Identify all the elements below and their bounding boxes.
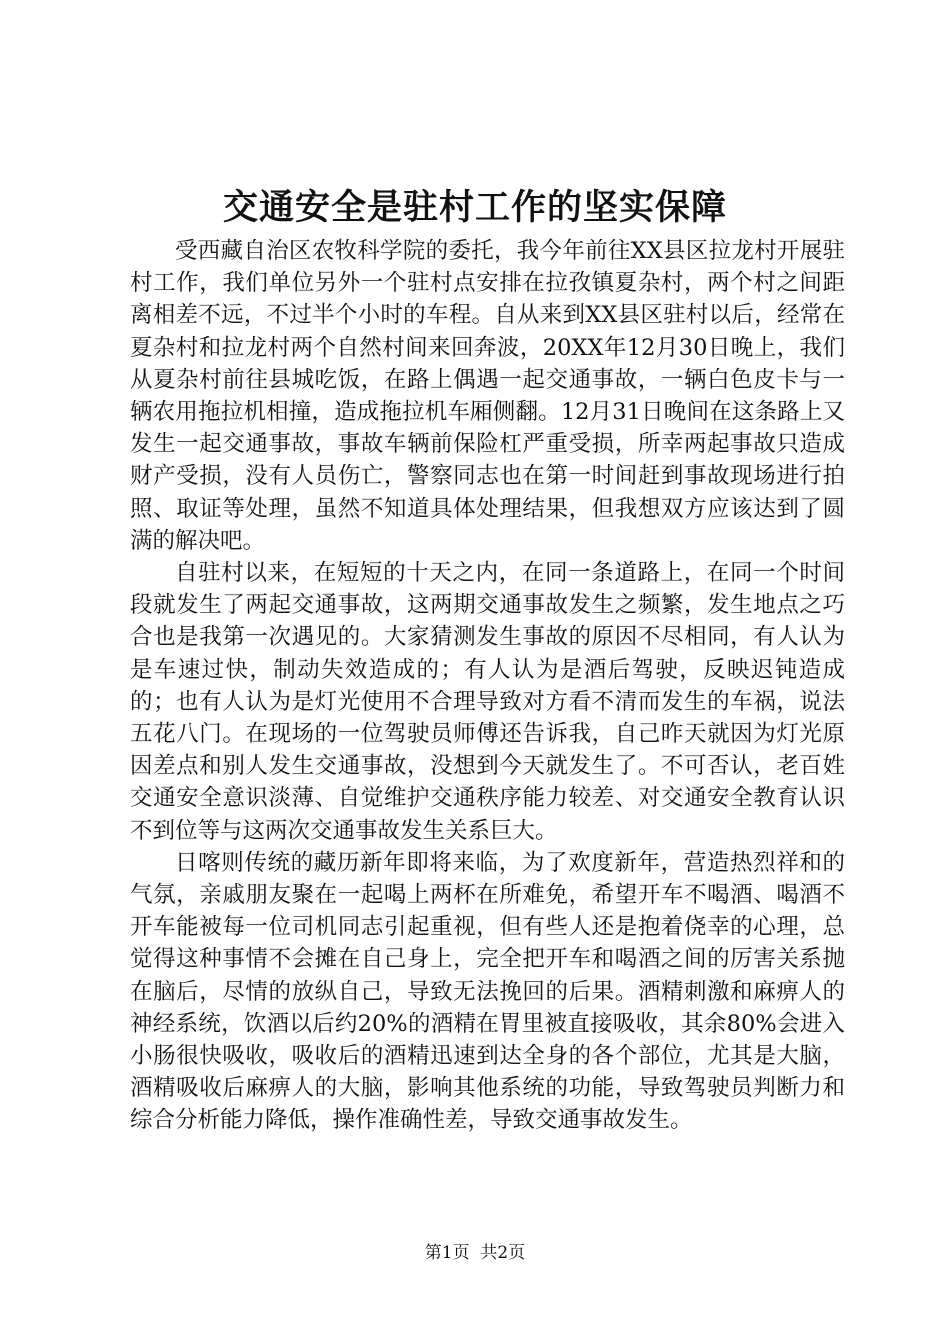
document-title: 交通安全是驻村工作的坚实保障: [222, 187, 727, 228]
document-body: [130, 235, 845, 1137]
paragraph-1: 受西藏自治区农牧科学院的委托，我今年前往XX县区拉龙村开展驻村工作，我们单位另外一个驻村点安排在拉孜镇夏杂村，两个村之间距离相差不远，不过半个小时的车程。自从来到XX县区驻村以后，经常在夏杂村和拉龙村两个自然村间来回奔波，20XX年12月30日晚上，我们从夏杂村前往县城吃饭，在路上偶遇一起交通事故，一辆白色皮卡与一辆农用拖拉机相撞，造成拖拉机车厢侧翻。12月31日晚间在这条路上又发生一起交通事故，事故车辆前保险杠严重受损，所幸两起事故只造成财产受损，没有人员伤亡，警察同志也在第一时间赶到事故现场进行拍照、取证等处理，虽然不知道具体处理结果，但我想双方应该达到了圆满的解决吧。: [130, 238, 845, 554]
paragraph-2: 自驻村以来，在短短的十天之内，在同一条道路上，在同一个时间段就发生了两起交通事故，这两期交通事故发生之频繁，发生地点之巧合也是我第一次遇见的。大家猜测发生事故的原因不尽相同，有人认为是车速过快，制动失效造成的；有人认为是酒后驾驶，反映迟钝造成的；也有人认为是灯光使用不合理导致对方看不清而发生的车祸，说法五花八门。在现场的一位驾驶员师傅还告诉我，自己昨天就因为灯光原因差点和别人发生交通事故，没想到今天就发生了。不可否认，老百姓交通安全意识淡薄、自觉维护交通秩序能力较差、对交通安全教育认识不到位等与这两次交通事故发生关系巨大。: [130, 560, 845, 844]
paragraph-3: 日喀则传统的藏历新年即将来临，为了欢度新年，营造热烈祥和的气氛，亲戚朋友聚在一起喝上两杯在所难免，希望开车不喝酒、喝酒不开车能被每一位司机同志引起重视，但有些人还是抱着侥幸的心理，总觉得这种事情不会摊在自己身上，完全把开车和喝酒之间的厉害关系抛在脑后，尽情的放纵自己，导致无法挽回的后果。酒精刺激和麻痹人的神经系统，饮酒以后约20%的酒精在胃里被直接吸收，其余80%会进入小肠很快吸收，吸收后的酒精迅速到达全身的各个部位，尤其是大脑，酒精吸收后麻痹人的大脑，影响其他系统的功能，导致驾驶员判断力和综合分析能力降低，操作准确性差，导致交通事故发生。: [130, 849, 845, 1134]
page-number-footer: 第1页 共2页: [424, 1243, 526, 1263]
